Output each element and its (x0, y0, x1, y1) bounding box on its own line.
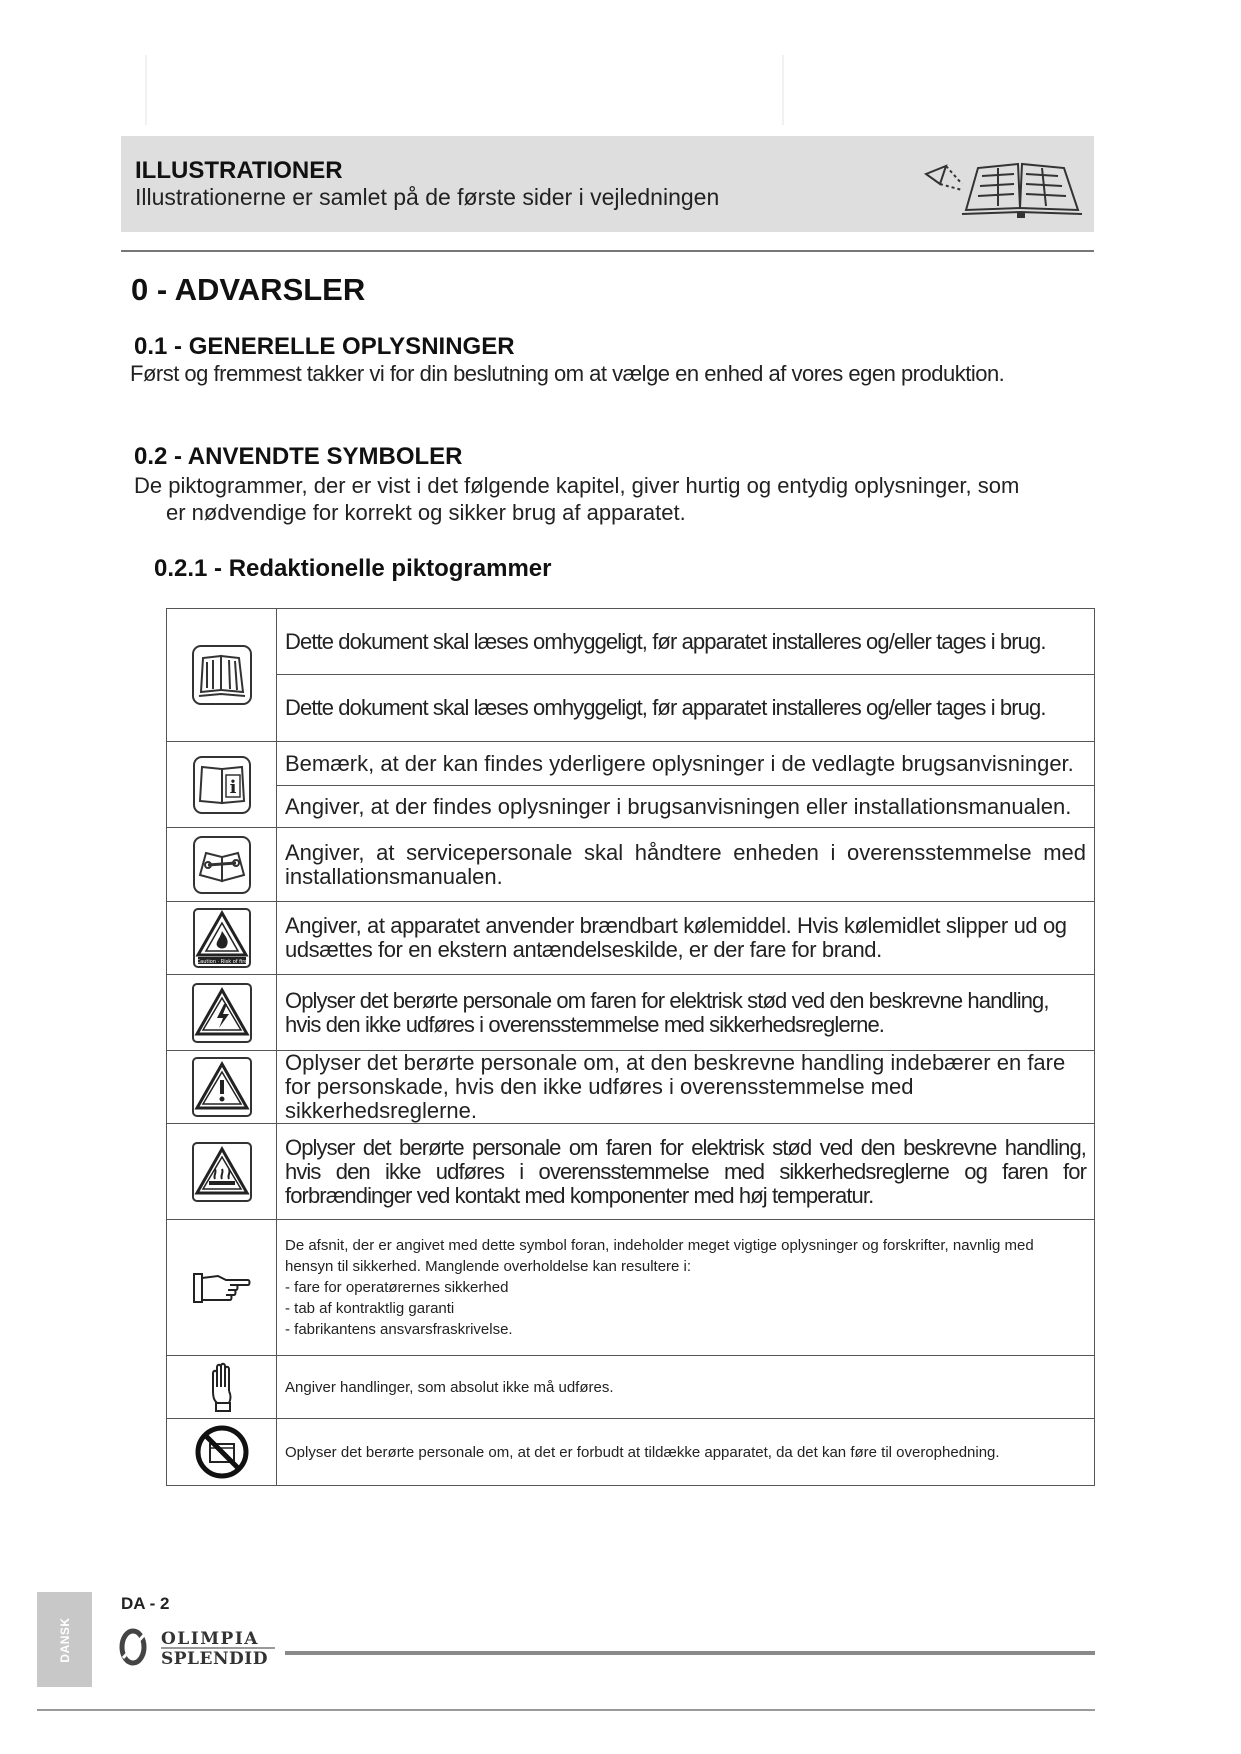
text-cell: Dette dokument skal læses omhyggeligt, før apparatet installeres og/eller tages i brug. (277, 674, 1094, 741)
brand-top: OLIMPIA (161, 1629, 259, 1649)
important-intro: De afsnit, der er angivet med dette symbol foran, indeholder meget vigtige oplysninger og forskrifter, navnlig med hensyn til sikkerhed. Manglende overholdelse kan resultere i: (285, 1237, 1034, 1275)
table-row (167, 901, 1094, 974)
table-row (167, 1418, 1094, 1485)
do-not-cover-icon (194, 1424, 250, 1480)
important-block (285, 1235, 1086, 1340)
pictogram-table (166, 608, 1095, 1486)
svg-text:i: i (229, 776, 236, 798)
stop-hand-icon (207, 1361, 237, 1413)
olimpia-splendid-logo (119, 1622, 279, 1670)
list-item: - fabrikantens ansvarsfraskrivelse. (285, 1321, 513, 1338)
text-cell: Angiver, at der findes oplysninger i brugsanvisningen eller installationsmanualen. (277, 785, 1094, 827)
info-manual-icon (192, 755, 252, 815)
footer-rule (285, 1651, 1095, 1655)
list-item: - fare for operatørernes sikkerhed (285, 1279, 509, 1296)
section-title-pictograms: 0.2.1 - Redaktionelle piktogrammer (154, 555, 552, 582)
language-tab-label: DANSK (57, 1616, 72, 1663)
flammable-warning-icon (192, 907, 252, 969)
section-title-general: 0.1 - GENERELLE OPLYSNINGER (134, 333, 515, 360)
text-cell: Oplyser det berørte personale om faren for elektrisk stød ved den beskrevne handling, hvis den ikke udføres i overensstemmelse med sikkerhedsreglerne og faren for forbrændinger ved kontakt med komponenter med høj temperatur. (285, 1134, 1086, 1208)
banner-subtitle: Illustrationerne er samlet på de første sider i vejledningen (135, 184, 720, 210)
section-text-general: Først og fremmest takker vi for din beslutning om at vælge en enhed af vores egen produktion. (130, 361, 1005, 386)
section-title-symbols: 0.2 - ANVENDTE SYMBOLER (134, 443, 463, 470)
text-cell: Angiver handlinger, som absolut ikke må udføres. (285, 1378, 614, 1396)
text-cell: Angiver, at apparatet anvender brændbart kølemiddel. Hvis kølemidlet slipper ud og udsættes for en ekstern antændelseskilde, er der fare for brand. (285, 913, 1067, 962)
table-row (167, 741, 1094, 827)
text-cell: Oplyser det berørte personale om, at den beskrevne handling indebærer en fare for personskade, hvis den ikke udføres i overensstemmelse med sikkerhedsreglerne. (285, 1050, 1066, 1123)
banner-title: ILLUSTRATIONER (135, 157, 343, 184)
language-tab (37, 1592, 92, 1687)
scan-artifact (782, 55, 784, 125)
table-row (167, 1050, 1094, 1123)
illustrations-banner (121, 136, 1094, 232)
text-cell: Oplyser det berørte personale om, at det er forbudt at tildække apparatet, da det kan føre til overophedning. (285, 1443, 1000, 1461)
table-row (167, 1123, 1094, 1219)
section-title-advarsler: 0 - ADVARSLER (131, 272, 366, 307)
hot-surface-warning-icon (191, 1141, 253, 1203)
read-manual-icon (191, 644, 253, 706)
manual-book-icon (918, 148, 1088, 224)
flammable-caption: Caution · Risk of fire (196, 959, 247, 965)
danger-warning-icon (191, 1056, 253, 1118)
table-row (167, 827, 1094, 901)
list-item: - tab af kontraktlig garanti (285, 1300, 455, 1317)
section-text-symbols-1: De piktogrammer, der er vist i det følgende kapitel, giver hurtig og entydig oplysninger, som (134, 473, 1020, 498)
header-rule (121, 250, 1094, 252)
page-number: DA - 2 (121, 1594, 170, 1613)
electric-shock-warning-icon (191, 982, 253, 1044)
text-cell (277, 1220, 1094, 1355)
table-row (167, 1355, 1094, 1418)
brand-bottom: SPLENDID (161, 1649, 268, 1669)
text-cell: Bemærk, at der kan findes yderligere oplysninger i de vedlagte brugsanvisninger. (285, 750, 1074, 776)
section-text-symbols-2: er nødvendige for korrekt og sikker brug af apparatet. (166, 500, 686, 525)
table-row (167, 974, 1094, 1050)
scan-artifact (145, 55, 147, 125)
service-manual-icon (192, 835, 252, 895)
table-row (167, 1219, 1094, 1355)
pointing-hand-icon (192, 1270, 252, 1306)
text-cell: Dette dokument skal læses omhyggeligt, før apparatet installeres og/eller tages i brug. (285, 628, 1046, 654)
table-row (167, 609, 1094, 741)
text-cell: Angiver, at servicepersonale skal håndtere enheden i overensstemmelse med installationsmanualen. (285, 839, 1086, 889)
text-cell: Oplyser det berørte personale om faren for elektrisk stød ved den beskrevne handling, hvis den ikke udføres i overensstemmelse med sikkerhedsreglerne. (285, 987, 1049, 1037)
bottom-rule (37, 1709, 1095, 1711)
